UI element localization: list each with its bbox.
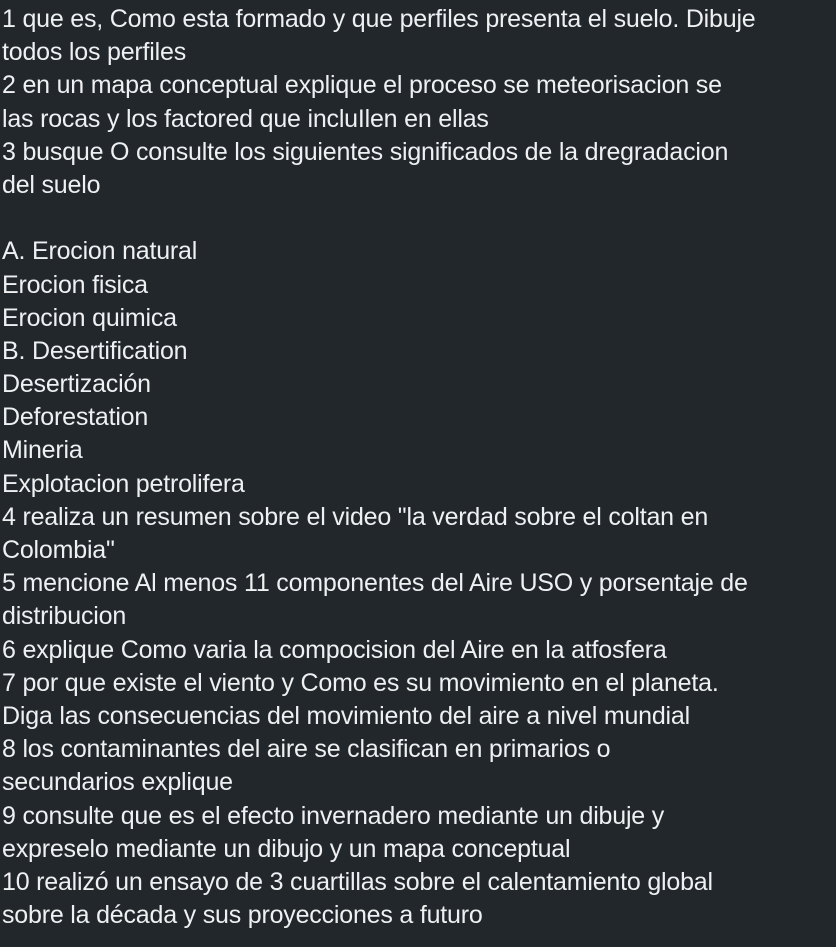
text-line: distribucion — [2, 602, 127, 631]
text-line: secundarios explique — [2, 768, 233, 797]
text-line: sobre la década y sus proyecciones a futuro — [2, 901, 483, 930]
text-line: 3 busque O consulte los siguientes significados de la dregradacion — [2, 137, 729, 166]
text-line: 9 consulte que es el efecto invernadero mediante un dibuje y — [2, 801, 665, 830]
text-line: Deforestation — [2, 403, 149, 432]
text-line: 7 por que existe el viento y Como es su movimiento en el planeta. — [2, 668, 719, 697]
text-line: 1 que es, Como esta formado y que perfiles presenta el suelo. Dibuje — [2, 5, 756, 33]
text-line: B. Desertification — [2, 336, 188, 365]
text-line: Erocion fisica — [2, 270, 148, 299]
text-line: Erocion quimica — [2, 303, 177, 332]
text-line: 5 mencione Al menos 11 componentes del Aire USO y porsentaje de — [2, 569, 748, 598]
blank-line — [2, 202, 828, 235]
text-line: 8 los contaminantes del aire se clasifican en primarios o — [2, 735, 611, 764]
text-line: 6 explique Como varia la compocision del Aire en la atfosfera — [2, 635, 667, 664]
text-line: todos los perfiles — [2, 38, 186, 67]
text-line: A. Erocion natural — [2, 237, 198, 266]
text-line: Colombia" — [2, 536, 115, 564]
text-line: Diga las consecuencias del movimiento del aire a nivel mundial — [2, 701, 690, 730]
text-line: expreselo mediante un dibujo y un mapa conceptual — [2, 834, 571, 863]
text-line: Desertización — [2, 370, 151, 399]
text-line: 2 en un mapa conceptual explique el proceso se meteorisacion se — [2, 71, 722, 100]
text-line: las rocas y los factored que incluIlen en ellas — [2, 104, 489, 133]
text-line: del suelo — [2, 170, 101, 199]
text-line: 4 realiza un resumen sobre el video "la verdad sobre el coltan en — [2, 502, 709, 531]
text-line: 10 realizó un ensayo de 3 cuartillas sobre el calentamiento global — [2, 867, 713, 896]
text-line: Explotacion petrolifera — [2, 469, 245, 498]
text-line: Mineria — [2, 436, 83, 465]
